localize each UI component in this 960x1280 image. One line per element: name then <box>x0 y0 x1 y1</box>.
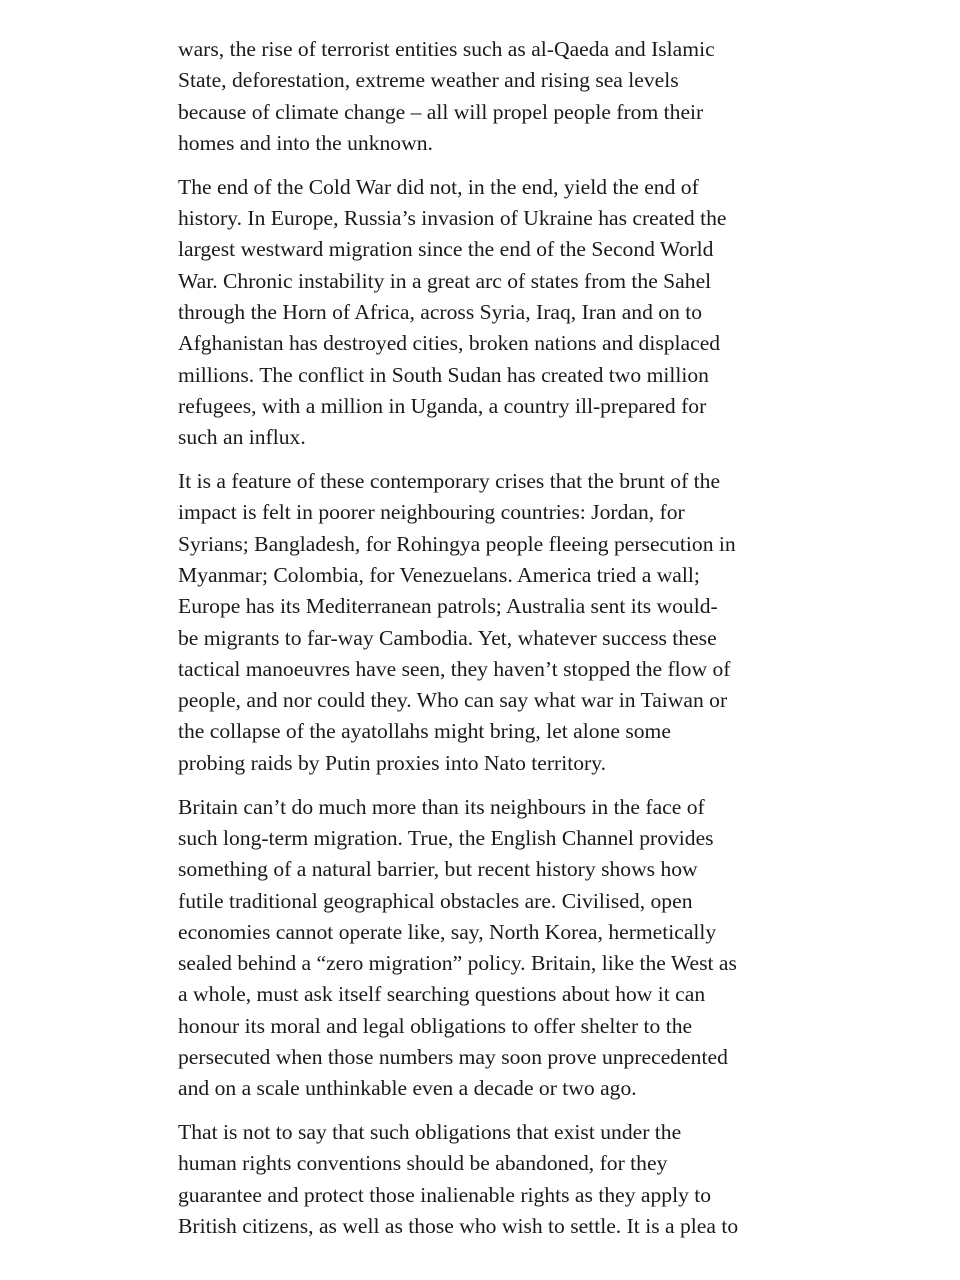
text-line: persecuted when those numbers may soon prove unprecedented <box>178 1044 728 1069</box>
text-line: probing raids by Putin proxies into Nato territory. <box>178 750 607 775</box>
text-line: such long-term migration. True, the English Channel provides <box>178 825 714 850</box>
text-line: guarantee and protect those inalienable rights as they apply to <box>178 1182 712 1207</box>
article-body <box>178 34 788 1255</box>
text-line: Europe has its Mediterranean patrols; Australia sent its would- <box>178 594 718 619</box>
text-line: homes and into the unknown. <box>178 130 433 155</box>
text-line: millions. The conflict in South Sudan has created two million <box>178 362 709 387</box>
text-line: Myanmar; Colombia, for Venezuelans. America tried a wall; <box>178 562 700 587</box>
text-line: It is a feature of these contemporary crises that the brunt of the <box>178 469 721 494</box>
text-line: such an influx. <box>178 425 306 450</box>
text-line: sealed behind a “zero migration” policy. Britain, like the West as <box>178 951 737 976</box>
text-line: futile traditional geographical obstacles are. Civilised, open <box>178 888 693 913</box>
paragraph-4 <box>178 792 788 1105</box>
text-line: history. In Europe, Russia’s invasion of Ukraine has created the <box>178 206 727 231</box>
text-line: War. Chronic instability in a great arc of states from the Sahel <box>178 268 712 293</box>
text-line: Britain can’t do much more than its neighbours in the face of <box>178 794 705 819</box>
paragraph-2 <box>178 172 788 454</box>
paragraph-3 <box>178 466 788 779</box>
text-line: tactical manoeuvres have seen, they haven’t stopped the flow of <box>178 656 731 681</box>
paragraph-1 <box>178 34 788 159</box>
text-line: because of climate change – all will propel people from their <box>178 99 704 124</box>
text-line: State, deforestation, extreme weather and rising sea levels <box>178 68 679 93</box>
text-line: British citizens, as well as those who wish to settle. It is a plea to <box>178 1214 739 1239</box>
text-line: largest westward migration since the end of the Second World <box>178 237 714 262</box>
text-line: impact is felt in poorer neighbouring countries: Jordan, for <box>178 500 685 525</box>
text-line: be migrants to far-way Cambodia. Yet, whatever success these <box>178 625 717 650</box>
text-line: the collapse of the ayatollahs might bring, let alone some <box>178 719 671 744</box>
text-line: Afghanistan has destroyed cities, broken nations and displaced <box>178 331 721 356</box>
text-line: and on a scale unthinkable even a decade or two ago. <box>178 1076 637 1101</box>
text-line: human rights conventions should be abandoned, for they <box>178 1151 668 1176</box>
text-line: refugees, with a million in Uganda, a country ill-prepared for <box>178 393 707 418</box>
text-line: The end of the Cold War did not, in the end, yield the end of <box>178 174 699 199</box>
text-line: something of a natural barrier, but recent history shows how <box>178 857 698 882</box>
text-line: a whole, must ask itself searching questions about how it can <box>178 982 706 1007</box>
text-line: wars, the rise of terrorist entities such as al-Qaeda and Islamic <box>178 37 715 61</box>
text-line: That is not to say that such obligations that exist under the <box>178 1120 682 1145</box>
text-line: people, and nor could they. Who can say what war in Taiwan or <box>178 688 728 713</box>
text-line: Syrians; Bangladesh, for Rohingya people fleeing persecution in <box>178 531 736 556</box>
text-line: through the Horn of Africa, across Syria, Iraq, Iran and on to <box>178 299 703 324</box>
text-line: honour its moral and legal obligations to offer shelter to the <box>178 1013 693 1038</box>
paragraph-5 <box>178 1117 788 1242</box>
text-line: economies cannot operate like, say, North Korea, hermetically <box>178 919 717 944</box>
